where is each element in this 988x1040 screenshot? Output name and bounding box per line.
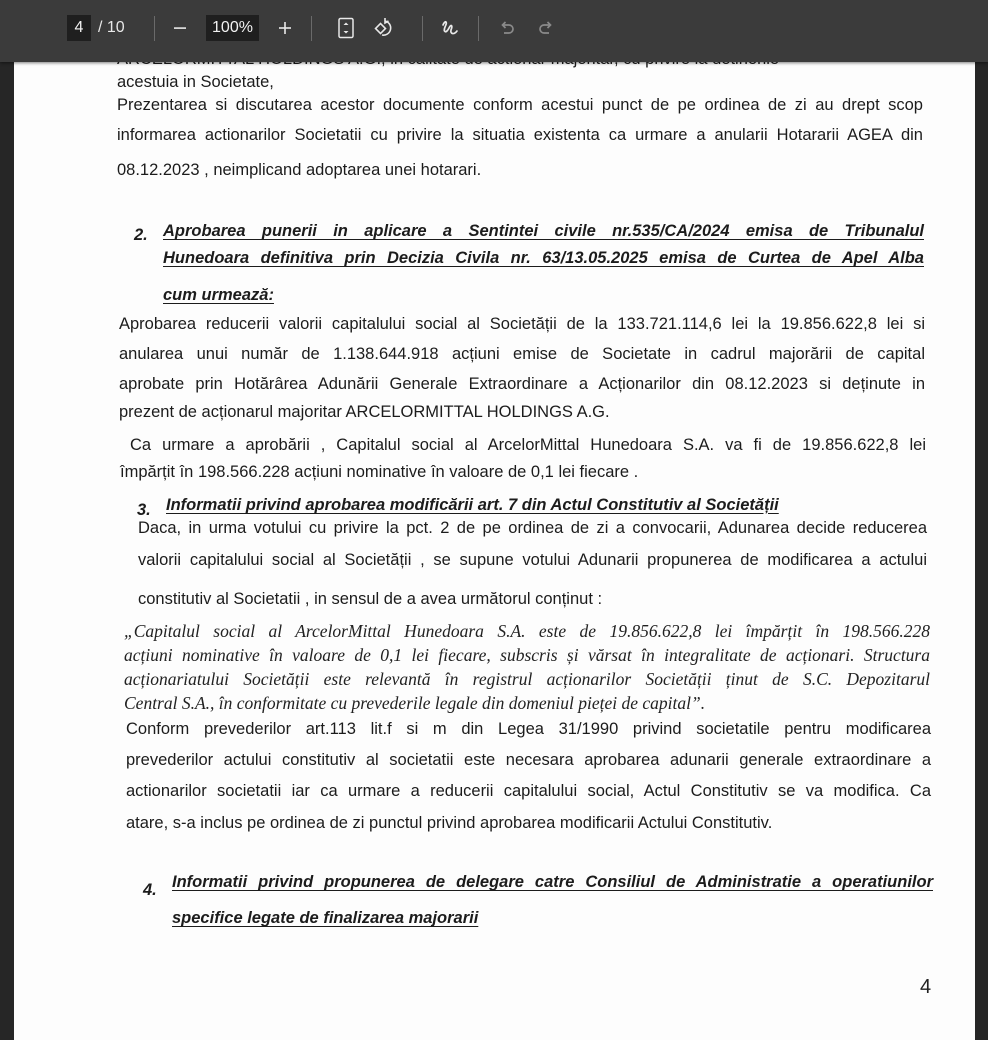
redo-icon: [537, 19, 555, 37]
page-number: 4: [920, 976, 932, 998]
section-3-number: 3.: [137, 501, 151, 519]
undo-icon: [498, 19, 516, 37]
plus-icon: [277, 20, 293, 36]
fit-to-page-icon: [337, 17, 355, 39]
section-2-body-line: împărțit în 198.566.228 acțiuni nominative în valoare de 0,1 lei fiecare .: [120, 463, 639, 481]
zoom-in-button[interactable]: [270, 13, 300, 43]
undo-button[interactable]: [492, 13, 522, 43]
redo-button[interactable]: [531, 13, 561, 43]
section-2-heading: Aprobarea punerii in aplicare a Sentintei civile nr.535/CA/2024 emisa de Tribunalul: [163, 222, 924, 240]
article-7-quote-line: acțiuni nominative în valoare de 0,1 lei fiecare, subscris și vărsat în integralitate de acționari. Structura: [124, 645, 930, 665]
zoom-level-input[interactable]: 100%: [206, 15, 259, 41]
pdf-page: [14, 40, 975, 1040]
intro-line: informarea actionarilor Societatii cu privire la situatia existenta ca urmare a anularii Hotararii AGEA din: [117, 126, 923, 144]
section-2-body-line: anularea unui număr de 1.138.644.918 acțiuni emise de Societate in cadrul majorării de capital: [119, 345, 925, 363]
section-2-body-line: aprobate prin Hotărârea Adunării Generale Extraordinare a Acționarilor din 08.12.2023 si deținute in: [119, 375, 925, 393]
toolbar-divider: [478, 16, 479, 41]
section-2-body-line: Aprobarea reducerii valorii capitalului social al Societății de la 133.721.114,6 lei la 19.856.622,8 lei si: [119, 315, 925, 333]
intro-line: acestuia in Societate,: [117, 73, 274, 91]
intro-line: 08.12.2023 , neimplicand adoptarea unei hotarari.: [117, 161, 482, 179]
toolbar-divider: [422, 16, 423, 41]
draw-icon: [439, 17, 461, 39]
section-4-heading: Informatii privind propunerea de delegare catre Consiliul de Administratie a operatiunilor: [172, 873, 933, 891]
section-2-body-line: prezent de acționarul majoritar ARCELORMITTAL HOLDINGS A.G.: [119, 403, 610, 421]
section-3-body-line: valorii capitalului social al Societății , se supune votului Adunarii propunerea de modificarea a actului: [138, 551, 927, 569]
section-4-heading: specifice legate de finalizarea majorarii: [172, 909, 479, 927]
pdf-toolbar: [0, 0, 988, 62]
section-3-after-line: prevederilor actului constitutiv al societatii este necesara aprobarea adunarii generale extraordinare a: [126, 751, 931, 769]
section-3-body-line: constitutiv al Societatii , in sensul de a avea următorul conținut :: [138, 590, 603, 608]
section-2-heading: cum urmează:: [163, 286, 274, 304]
section-2-number: 2.: [134, 226, 148, 244]
section-4-number: 4.: [143, 881, 157, 899]
section-3-body-line: Daca, in urma votului cu privire la pct. 2 de pe ordinea de zi a convocarii, Adunarea decide reducerea: [138, 519, 927, 537]
section-3-after-line: Conform prevederilor art.113 lit.f si m din Legea 31/1990 privind societatile pentru modificarea: [126, 720, 931, 738]
minus-icon: [172, 20, 188, 36]
zoom-out-button[interactable]: [165, 13, 195, 43]
section-2-body-line: Ca urmare a aprobării , Capitalul social al ArcelorMittal Hunedoara S.A. va fi de 19.856.622,8 lei: [130, 436, 926, 454]
page-number-input[interactable]: 4: [67, 15, 91, 41]
toolbar-divider: [311, 16, 312, 41]
section-3-after-line: actionarilor societatii iar ca urmare a reducerii capitalului social, Actul Constitutiv se va modifica. Ca: [126, 782, 931, 800]
rotate-icon: [373, 16, 397, 40]
page-total: / 10: [98, 19, 125, 36]
fit-to-page-button[interactable]: [331, 13, 361, 43]
article-7-quote-line: Central S.A., în conformitate cu prevederile legale din domeniul pieței de capital”.: [124, 693, 706, 713]
section-3-after-line: atare, s-a inclus pe ordinea de zi punctul privind aprobarea modificarii Actului Constitutiv.: [126, 814, 773, 832]
section-2-heading: Hunedoara definitiva prin Decizia Civila nr. 63/13.05.2025 emisa de Curtea de Apel Alba: [163, 249, 924, 267]
article-7-quote-line: „Capitalul social al ArcelorMittal Hunedoara S.A. este de 19.856.622,8 lei împărțit în 198.566.228: [124, 621, 930, 641]
section-3-heading: Informatii privind aprobarea modificării art. 7 din Actul Constitutiv al Societății: [166, 496, 779, 514]
draw-button[interactable]: [435, 13, 465, 43]
toolbar-divider: [154, 16, 155, 41]
rotate-button[interactable]: [370, 13, 400, 43]
intro-line: Prezentarea si discutarea acestor documente conform acestui punct de pe ordinea de zi au drept scop: [117, 96, 923, 114]
article-7-quote-line: acționariatului Societății este relevantă în registrul acționarilor Societății ținut de S.C. Depozitarul: [124, 669, 930, 689]
